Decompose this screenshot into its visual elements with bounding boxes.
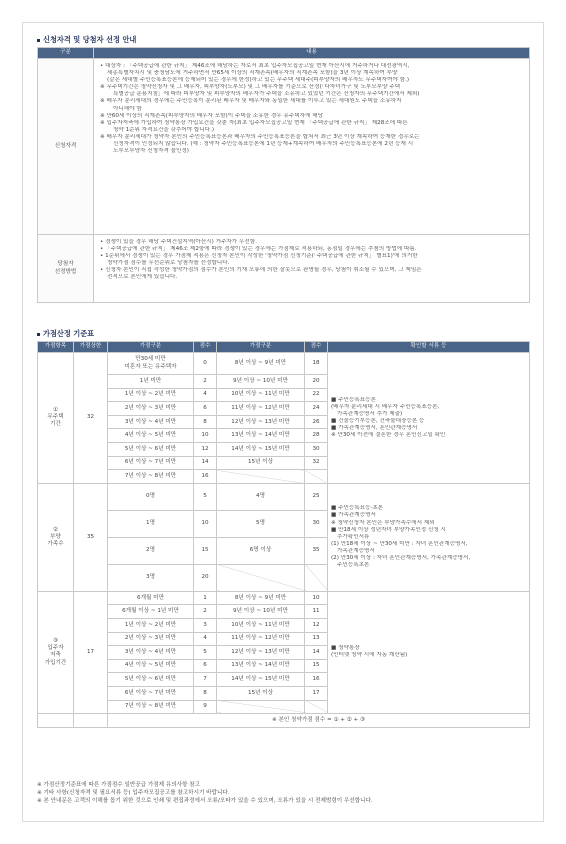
savings-period-label-line: 저축 [50, 652, 61, 659]
document-line: 가족관계증명서 [337, 547, 375, 554]
savings-period-documents [328, 591, 530, 713]
blank-cell [74, 714, 108, 728]
score-value: 26 [305, 415, 328, 429]
selection-label [38, 235, 94, 303]
score-range: 8년 이상 ~ 9년 미만 [217, 353, 305, 375]
score-range-line: 6년 이상 ~ 7년 미만 [124, 459, 177, 466]
score-value: 30 [305, 442, 328, 456]
document-line: 가족관계증명서 추가 제출) [337, 410, 403, 417]
selection-line: 전적으로 본인에게 있습니다. [107, 274, 178, 281]
score-range: 13년 이상 ~ 14년 미만 [217, 659, 305, 673]
qualification-line: 노부모부양자 신청자격 불인정) [113, 148, 189, 155]
document-line: ■ 가족관계증명서 [331, 512, 376, 519]
section-qualification-title [37, 35, 136, 45]
score-range [108, 686, 194, 700]
score-value: 12 [194, 442, 217, 456]
score-header-cell: 가점상한 [74, 342, 108, 353]
qualification-line: ※ 입주자저축에 가입하여 청약통장 가입요건을 갖춘 자(최초 입주자모집공고일 현재 「주택공급에 관한 규칙」 제28조에 따른 [100, 119, 408, 126]
score-value: 14 [194, 456, 217, 470]
homeless-period-label-line: 기간 [50, 421, 61, 428]
score-range-line: 1년 이상 ~ 2년 미만 [124, 621, 177, 628]
dependents-max-score: 35 [74, 483, 108, 591]
footnote-line: ※ 본 안내문은 고객의 이해를 돕기 위한 것으로 인쇄 및 편집과정에서 오류/오타가 있을 수 있으며, 오류가 있을 시 전제범령이 우선합니다. [37, 798, 373, 804]
score-range: 15년 이상 [217, 456, 305, 470]
score-value: 15 [305, 659, 328, 673]
qualification-line: ※ 무주택기간은 청약신청자 및 그 배우자, 피부양자(노부모) 및 그 배우자를 기준으로 산정(「다자녀가구 및 노부모부양 주택 [100, 84, 401, 91]
score-range: 12년 이상 ~ 13년 미만 [217, 415, 305, 429]
score-value: 24 [305, 402, 328, 416]
score-value: 22 [305, 388, 328, 402]
score-value: 15 [194, 537, 217, 564]
bullet-square-icon [37, 333, 40, 336]
score-range [217, 470, 305, 484]
score-range-line: 1년 미만 [139, 377, 162, 384]
score-value: 4 [194, 388, 217, 402]
score-range-line: 2명 [146, 547, 155, 554]
document-line: (2) 만30세 이상 : 자녀 혼인관계증명서, 가족관계증명서, [331, 554, 471, 561]
document-line: (1) 만18세 이상 ~ 만30세 미만 : 자녀 혼인관계증명서, [331, 540, 468, 547]
score-range-line: 5년 이상 ~ 6년 미만 [124, 676, 177, 683]
score-range [217, 564, 305, 591]
savings-period-label [38, 591, 74, 713]
score-value: 13 [305, 632, 328, 646]
score-range [108, 442, 194, 456]
dependents-label-line: ② [52, 526, 58, 533]
score-range: 10년 이상 ~ 11년 미만 [217, 618, 305, 632]
score-range-line: 0명 [146, 493, 155, 500]
dependents-label-line: 부양 [50, 533, 61, 540]
score-header-cell: 가점구분 [217, 342, 305, 353]
score-value: 20 [305, 375, 328, 389]
score-range [108, 632, 194, 646]
score-range [108, 483, 194, 510]
savings-period-label-line: 가입기간 [44, 659, 67, 666]
score-header-cell: 점수 [194, 342, 217, 353]
footnotes [37, 781, 373, 805]
qualification-line: ※ 만60세 이상의 직계존속(피부양자의 배우자 포함)이 주택을 소유한 경우 유주택자에 해당 [100, 112, 324, 119]
score-range-line: 5년 이상 ~ 6년 미만 [124, 445, 177, 452]
selection-label-line: 당첨자 [57, 261, 74, 268]
score-range-line: 3년 이상 ~ 4년 미만 [124, 648, 177, 655]
score-range: 11년 이상 ~ 12년 미만 [217, 402, 305, 416]
document-line: 주민등록초본 [337, 562, 370, 569]
savings-period-label-line: 입주자 [47, 645, 64, 652]
qualification-line: 신청자격이 인정되지 않습니다. (예 : 청약자 주민등록표등본에 1년 등재+계속하여 배우자의 주민등록표등본에 2년 등재 시 [113, 141, 414, 148]
score-value: 20 [194, 564, 217, 591]
score-range-line: 6개월 이상 ~ 1년 미만 [122, 608, 179, 615]
score-value: 16 [305, 673, 328, 687]
score-range-line: 6년 이상 ~ 7년 미만 [124, 689, 177, 696]
score-range [108, 415, 194, 429]
score-value: 2 [194, 605, 217, 619]
score-range: 9년 이상 ~ 10년 미만 [217, 605, 305, 619]
score-value: 11 [305, 605, 328, 619]
total-score-formula: ※ 본인 청약가점 점수 = ① + ② + ③ [108, 714, 530, 728]
dependents-label-line: 가족수 [47, 540, 64, 547]
score-table [37, 341, 530, 728]
score-value [305, 700, 328, 714]
score-value: 35 [305, 537, 328, 564]
homeless-period-label-line: 무주택 [47, 414, 64, 421]
score-range: 8년 이상 ~ 9년 미만 [217, 591, 305, 605]
section-title-text: 신청자격 및 당첨자 선정 안내 [43, 35, 137, 44]
score-range-line: 1년 이상 ~ 2년 미만 [124, 391, 177, 398]
score-value: 10 [194, 429, 217, 443]
score-value: 18 [305, 353, 328, 375]
score-value: 25 [305, 483, 328, 510]
qualification-line: 아니해야 함 [113, 105, 142, 112]
document-line: ※ 청약신청자 본인은 부양가족수에서 제외 [331, 519, 435, 526]
score-value: 1 [194, 591, 217, 605]
score-range [108, 510, 194, 537]
notice-page [22, 22, 544, 822]
qualification-line: (같은 세대별 주민등록표등본에 등재되어 있는 경우에 한정)하고 있는 무주택 세대주(피부양자의 배우자도 무주택자여야 함.) [107, 77, 410, 84]
score-header-cell: 가점항목 [38, 342, 74, 353]
qualification-line: ※ 배우자 분리세대가 청약자 본인의 주민등록표등본과 배우자의 주민등록표등본을 합쳐서 최근 3년 이상 계속하여 등재한 경우로는 [100, 133, 420, 140]
document-line: ■ 건물등기부등본, 건축물대장등본 등 [331, 417, 425, 424]
footnote-line: ※ 가점산정기준표에 따른 가점점수 일반공급 가점제 유의사항 참고 [37, 782, 201, 788]
qualification-line: ※ 배우자 분리세대의 경우에는 주민등록이 분리된 배우자 및 배우자와 동일한 세대를 이루고 있는 세대원도 주택을 소유하지 [100, 98, 402, 105]
savings-period-label-line: ③ [52, 638, 58, 645]
selection-content [94, 235, 530, 303]
score-value: 30 [305, 510, 328, 537]
header-content: 내용 [94, 48, 530, 59]
score-range [108, 470, 194, 484]
score-value: 10 [194, 510, 217, 537]
score-value: 28 [305, 429, 328, 443]
score-range-line: 미혼자 또는 유주택자 [124, 363, 177, 370]
score-value: 14 [305, 646, 328, 660]
document-line: (배우자 분리세대 시 배우자 주민등록표등본, [331, 403, 440, 410]
score-range: 13년 이상 ~ 14년 미만 [217, 429, 305, 443]
score-range-line: 3년 이상 ~ 4년 미만 [124, 418, 177, 425]
score-range-line: 4년 이상 ~ 5년 미만 [124, 432, 177, 439]
homeless-period-label-line: ① [52, 407, 58, 414]
score-value: 6 [194, 402, 217, 416]
selection-line: 청약가점 점수를 우선순위로 당첨자를 선정합니다. [107, 260, 230, 267]
document-line: ■ 청약통장 [331, 645, 360, 652]
score-range [217, 700, 305, 714]
score-value: 12 [305, 618, 328, 632]
score-range: 4명 [217, 483, 305, 510]
score-value: 9 [194, 700, 217, 714]
homeless-period-label [38, 353, 74, 484]
score-range [108, 537, 194, 564]
score-range-line: 7년 이상 ~ 8년 미만 [124, 703, 177, 710]
score-range [108, 591, 194, 605]
score-value: 8 [194, 415, 217, 429]
score-range: 14년 이상 ~ 15년 미만 [217, 442, 305, 456]
section-score-title [37, 329, 94, 339]
header-category: 구분 [38, 48, 94, 59]
selection-line: • 신청자 본인이 직접 작성한 청약가점의 점수가 본인의 기재 오류에 의한 잘못으로 판명될 경우, 당첨이 취소될 수 있으며, 그 책임은 [100, 267, 422, 274]
homeless-period-max-score: 32 [74, 353, 108, 484]
document-line: 추가확인서류 [337, 533, 370, 540]
score-range: 9년 이상 ~ 10년 미만 [217, 375, 305, 389]
score-range [108, 605, 194, 619]
document-line: ■ 주민등록표등·초본 [331, 505, 384, 512]
section-title-text: 가점산정 기준표 [43, 329, 95, 338]
document-line: ※ 만30세 이전에 결혼한 경우 혼인신고일 확인 [331, 432, 446, 439]
score-header-cell: 확인할 서류 등 [328, 342, 530, 353]
score-range [108, 375, 194, 389]
qualification-content [94, 59, 530, 235]
score-value: 10 [305, 591, 328, 605]
score-value [305, 470, 328, 484]
score-value: 7 [194, 673, 217, 687]
document-line: ■ 가족관계증명서, 혼인관계증명서 [331, 424, 418, 431]
score-range [108, 402, 194, 416]
score-value: 0 [194, 353, 217, 375]
score-value: 2 [194, 375, 217, 389]
score-range [108, 673, 194, 687]
bullet-square-icon [37, 39, 40, 42]
score-value: 8 [194, 686, 217, 700]
score-range: 6명 이상 [217, 537, 305, 564]
score-range-line: 2년 이상 ~ 3년 미만 [124, 635, 177, 642]
score-header-cell: 점수 [305, 342, 328, 353]
score-range-line: 만30세 미만 [135, 356, 166, 363]
document-line: ■ 만18세 이상 성년자녀 부양가족인정 신청 시 [331, 526, 446, 533]
score-range [108, 564, 194, 591]
score-range: 15년 이상 [217, 686, 305, 700]
score-range: 14년 이상 ~ 15년 미만 [217, 673, 305, 687]
score-range: 11년 이상 ~ 12년 미만 [217, 632, 305, 646]
score-range-line: 4년 이상 ~ 5년 미만 [124, 662, 177, 669]
score-range [108, 388, 194, 402]
homeless-period-documents [328, 353, 530, 484]
qualification-line: • 대상자 : 「주택공급에 관한 규칙」 제46조에 해당하는 자로서 최초 입주자모집공고일 현재 아산시에 거주하거나 대전광역시, [100, 63, 410, 69]
score-value: 16 [194, 470, 217, 484]
score-range-line: 7년 이상 ~ 8년 미만 [124, 472, 177, 479]
score-value: 3 [194, 618, 217, 632]
document-line: (인터넷 청약 시에 자동 계산됨) [331, 652, 408, 659]
score-value: 17 [305, 686, 328, 700]
score-range [108, 353, 194, 375]
qualification-line: 청약 1순위 자격요건을 갖추어야 합니다.) [113, 126, 215, 133]
score-range: 10년 이상 ~ 11년 미만 [217, 388, 305, 402]
selection-line: • 경쟁이 있을 경우 해당 주택건설지역(아산시) 거주자가 우선함. [100, 239, 257, 245]
table-row [38, 353, 530, 375]
table-row [38, 483, 530, 510]
table-row [38, 591, 530, 605]
score-range: 12년 이상 ~ 13년 미만 [217, 646, 305, 660]
qualification-line: 세종특별자치시 및 충청남도에 거주하면서 만65세 이상의 직계존속(배우자의 직계존속 포함)을 3년 이상 계속하여 부양 [107, 70, 398, 77]
selection-line: • 1순위에서 경쟁이 있는 경우 가점제 적용은 신청자 본인이 작성한 '청약가점 신청기준(「주택공급에 관한 규칙」 별표1)'에 의거한 [100, 253, 418, 260]
score-range-line: 3명 [146, 574, 155, 581]
score-value: 5 [194, 646, 217, 660]
selection-label-line: 선정방법 [54, 268, 77, 275]
score-range [108, 456, 194, 470]
score-value [305, 564, 328, 591]
score-range-line: 2년 이상 ~ 3년 미만 [124, 404, 177, 411]
score-value: 6 [194, 659, 217, 673]
blank-cell [38, 714, 74, 728]
dependents-label [38, 483, 74, 591]
score-range [108, 618, 194, 632]
score-range [108, 700, 194, 714]
footnote-line: ※ 기타 사항(신청자격 및 필요서류 등) 입주자모집공고를 참고하시기 바랍니다. [37, 790, 230, 796]
table-row [38, 714, 530, 728]
score-range [108, 429, 194, 443]
score-value: 32 [305, 456, 328, 470]
score-header-cell: 가점구분 [108, 342, 194, 353]
score-range: 5명 [217, 510, 305, 537]
qualification-label: 신청자격 [38, 59, 94, 235]
dependents-documents [328, 483, 530, 591]
score-value: 5 [194, 483, 217, 510]
selection-line: • 「주택공급에 관한 규칙」 제46조 제2항에 따라 경쟁이 있는 경우에는 가점제로 적용하되, 동점일 경우에는 추첨의 방법에 따름. [100, 246, 417, 253]
savings-period-max-score: 17 [74, 591, 108, 713]
document-line: ■ 주민등록표등본 [331, 396, 376, 403]
score-range [108, 646, 194, 660]
score-value: 4 [194, 632, 217, 646]
qualification-table [37, 47, 530, 303]
qualification-line: 특별공급 운용지침」에 따라 피부양자 및 피부양자의 배우자가 주택을 소유하고 있었던 기간은 신청자의 무주택기간에서 제외) [113, 91, 420, 98]
score-range-line: 1명 [146, 520, 155, 527]
score-range-line: 6개월 미만 [137, 594, 164, 601]
score-range [108, 659, 194, 673]
